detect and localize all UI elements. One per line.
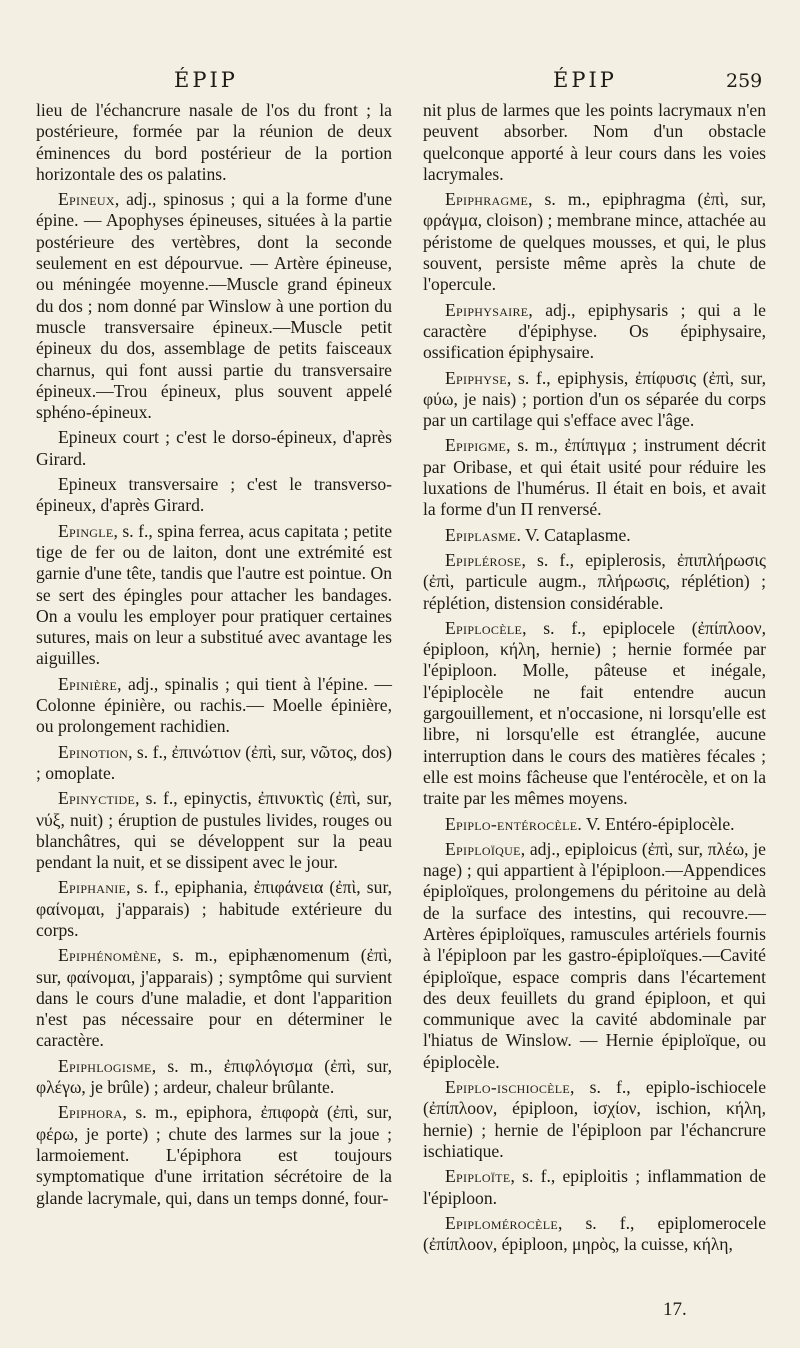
dictionary-entry (36, 945, 392, 1051)
entry-headword: Epiplomérocèle (445, 1212, 558, 1233)
entry-text: , s. f., ἐπινώτιον (ἐπὶ, sur, νῶτος, dos) ; omoplate. (36, 741, 392, 783)
dictionary-entry (423, 1213, 766, 1256)
running-header (0, 62, 800, 96)
entry-text: , s. m., epiphora, ἐπιφορὰ (ἐπὶ, sur, φέρω, je porte) ; chute des larmes sur la joue ; larmoiement. L'épiphora est toujours symptomatique d'une irritation sécrétoire de la glande lacrymale, qui, dans un temps donné, four- (36, 1102, 392, 1208)
entry-text: , s. f., epiplerosis, ἐπιπλήρωσις (ἐπὶ, particule augm., πλήρωσις, réplétion) ; réplétion, distension considérable. (423, 549, 766, 613)
dictionary-entry (423, 550, 766, 614)
entry-headword: Epiploïque (445, 838, 521, 859)
entry-text: , s. f., epiploitis ; inflammation de l'épiploon. (423, 1166, 766, 1208)
signature-mark: 17. (663, 1299, 687, 1320)
entry-headword: Epiphlogisme (58, 1055, 152, 1076)
entry-text: , adj., epiploicus (ἐπὶ, sur, πλέω, je nage) ; qui appartient à l'épiploon.—Appendices épiploïques, prolongemens du péritoine au delà de la surface des intestins, qui recouvre.—Artères épiploïques, ramuscules artériels fournis à l'épiploon par les gastro-épiploïques.—Cavité épiploïque, espace compris dans l'écartement des deux feuillets du grand épiploon, et qui communique avec la cavité abdominale par l'hiatus de Winslow. — Hernie épiploïque, ou épiplocèle. (423, 838, 766, 1072)
entry-text: , s. f., epiplomerocele (ἐπίπλοον, épiploon, μηρὸς, la cuisse, κήλη, (423, 1212, 766, 1255)
entry-headword: Epiplasme (445, 524, 517, 545)
entry-headword: Epiploïte (445, 1166, 511, 1187)
entry-headword: Epiphénomène (58, 945, 158, 966)
entry-text: , s. f., epiphysis, ἐπίφυσις (ἐπὶ, sur, φύω, je nais) ; portion d'un os séparée du corps par un cartilage qui s'efface avec l'âge. (423, 367, 766, 431)
header-left-word: ÉPIP (174, 68, 238, 92)
dictionary-entry (423, 100, 766, 185)
entry-headword: Epiphyse (445, 367, 507, 388)
entry-headword: Epiplocèle (445, 617, 523, 638)
entry-text: . V. Cataplasme. (516, 524, 631, 545)
entry-headword: Epiphragme (445, 189, 529, 210)
right-column (423, 100, 766, 1259)
entry-headword: Epiplo-ischiocèle (445, 1077, 571, 1098)
entry-text: , adj., epiphysaris ; qui a le caractère d'épiphyse. Os épiphysaire, ossification épiphysaire. (423, 299, 766, 363)
entry-headword: Epiplérose (445, 549, 522, 570)
entry-headword: Epinière (58, 673, 118, 694)
dictionary-entry (423, 525, 766, 546)
dictionary-entry (36, 100, 392, 185)
entry-text: , adj., spinosus ; qui a la forme d'une épine. — Apophyses épineuses, situées à la partie postérieure des vertèbres, dont la seconde seulement en est dépourvue. — Artère épineuse, ou méningée moyenne.—Muscle grand épineux du dos ; nom donné par Winslow à une portion du muscle transversaire épineux.—Muscle petit épineux du dos, assemblage de petits faisceaux charnus, qui font aussi partie du transversaire épineux.—Trou épineux, plus souvent appelé sphéno-épineux. (36, 189, 392, 423)
entry-headword: Epingle (58, 520, 114, 541)
entry-text: , s. f., epiplocele (ἐπίπλοον, épiploon, κήλη, hernie) ; hernie formée par l'épiploon. Molle, pâteuse et inégale, l'épiplocèle ne fait entendre aucun gargouillement, et n'occasione, ni lorsqu'elle est libre, ni lorsqu'elle est étranglée, aucune interruption dans le cours des matières fécales ; elle est moins fâcheuse que l'entérocèle, et on la traite par les mêmes moyens. (423, 617, 766, 809)
dictionary-entry (36, 1056, 392, 1099)
dictionary-entry (36, 427, 392, 470)
entry-headword: Epiphora (58, 1102, 123, 1123)
entry-text: Epineux transversaire ; c'est le transverso-épineux, d'après Girard. (36, 474, 392, 516)
dictionary-entry (423, 368, 766, 432)
entry-text: , s. m., ἐπίπιγμα ; instrument décrit par Oribase, et qui était usité pour réduire les luxations de l'humérus. Il était en bois, et avait la forme d'un Π renversé. (423, 435, 766, 520)
entry-headword: Epiphysaire (445, 299, 529, 320)
entry-text: nit plus de larmes que les points lacrymaux n'en peuvent absorber. Nom d'un obstacle quelconque apporté à leur cours dans les voies lacrymales. (423, 100, 766, 184)
entry-headword: Epinotion (58, 741, 129, 762)
dictionary-entry (36, 521, 392, 670)
dictionary-entry (36, 1102, 392, 1208)
entry-text: , s. f., epiphania, ἐπιφάνεια (ἐπὶ, sur, φαίνομαι, j'apparais) ; habitude extérieure du corps. (36, 877, 392, 940)
entry-headword: Epinyctide (58, 788, 136, 809)
dictionary-entry (423, 1166, 766, 1209)
dictionary-entry (36, 877, 392, 941)
entry-text: , s. m., epiphragma (ἐπὶ, sur, φράγμα, cloison) ; membrane mince, attachée au péristome de quelques mousses, et qui, le plus souvent, persiste même après la chute de l'opercule. (423, 189, 766, 295)
left-column (36, 100, 392, 1213)
dictionary-entry (423, 839, 766, 1073)
dictionary-entry (423, 618, 766, 810)
dictionary-entry (36, 189, 392, 423)
dictionary-entry (36, 474, 392, 517)
entry-headword: Epiplo-entérocèle (445, 813, 578, 834)
dictionary-entry (423, 189, 766, 295)
entry-headword: Epipigme (445, 435, 507, 456)
entry-text: , adj., spinalis ; qui tient à l'épine. — Colonne épinière, ou rachis.— Moelle épinière, ou prolongement rachidien. (36, 673, 392, 737)
entry-headword: Epiphanie (58, 877, 127, 898)
entry-text: , s. m., ἐπιφλόγισμα (ἐπὶ, sur, φλέγω, je brûle) ; ardeur, chaleur brûlante. (36, 1055, 392, 1098)
entry-text: . V. Entéro-épiplocèle. (577, 813, 735, 834)
entry-text: , s. f., epiplo-ischiocele (ἐπίπλοον, épiploon, ἰσχίον, ischion, κήλη, hernie) ; hernie de l'épiploon par l'échancrure ischiatique. (423, 1077, 766, 1161)
entry-text: , s. m., epiphænomenum (ἐπὶ, sur, φαίνομαι, j'apparais) ; symptôme qui survient dans le cours d'une maladie, et dont l'apparition n'est pas nécessaire pour en déterminer le caractère. (36, 945, 392, 1051)
entry-text: Epineux court ; c'est le dorso-épineux, d'après Girard. (36, 427, 392, 469)
page-number: 259 (726, 70, 763, 92)
entry-headword: Epineux (58, 189, 115, 210)
dictionary-entry (423, 814, 766, 835)
entry-text: , s. f., epinyctis, ἐπινυκτὶς (ἐπὶ, sur, νύξ, nuit) ; éruption de pustules livides, rouges ou blanchâtres, qui se développent sur la peau pendant la nuit, et se dissipent avec le jour. (36, 788, 392, 873)
dictionary-entry (423, 1077, 766, 1162)
entry-text: , s. f., spina ferrea, acus capitata ; petite tige de fer ou de laiton, dont une extrémité est garnie d'une tête, tandis que l'autre est pointue. On se sert des épingles pour attacher les bandages. On a voulu les employer pour pratiquer certaines sutures, mais on leur a substitué avec avantage les aiguilles. (36, 520, 392, 669)
dictionary-entry (36, 788, 392, 873)
entry-text: lieu de l'échancrure nasale de l'os du front ; la postérieure, formée par la réunion de deux éminences du bord postérieur de la portion horizontale des os palatins. (36, 100, 392, 184)
dictionary-entry (423, 435, 766, 520)
header-right-word: ÉPIP (553, 68, 617, 92)
dictionary-entry (36, 742, 392, 785)
dictionary-entry (36, 674, 392, 738)
dictionary-entry (423, 300, 766, 364)
